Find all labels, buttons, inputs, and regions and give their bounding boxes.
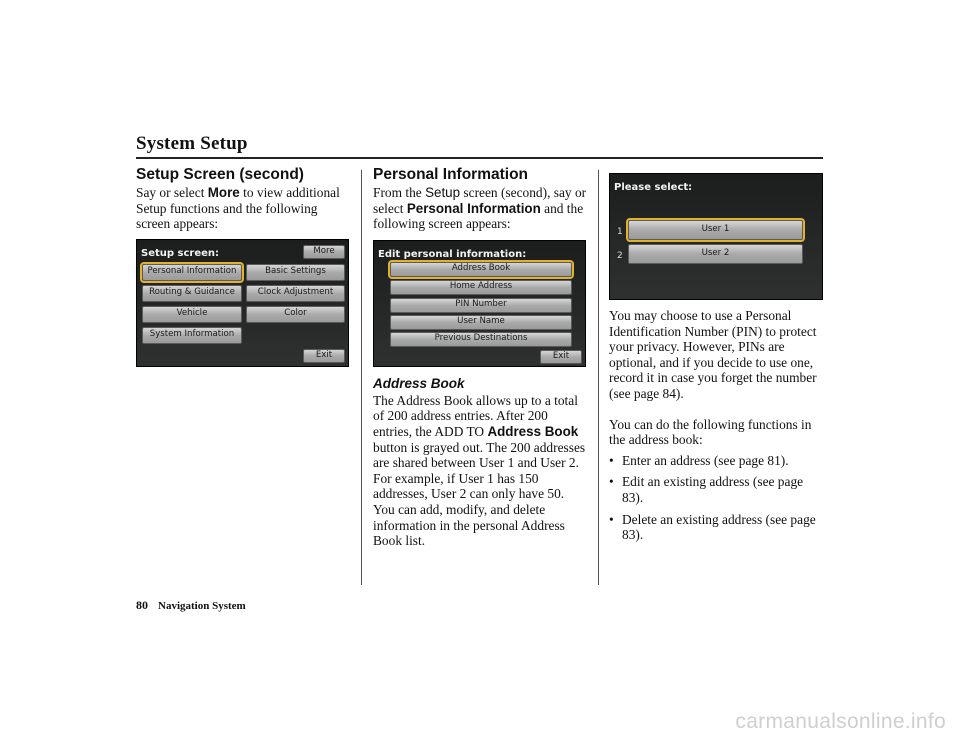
color-button[interactable]: Color bbox=[246, 306, 345, 323]
paragraph: You can add, modify, and delete information in the personal Address Book list. bbox=[373, 501, 565, 549]
personal-information-screen-image bbox=[373, 240, 586, 367]
user-number-label: 1 bbox=[617, 227, 623, 237]
basic-settings-button[interactable]: Basic Settings bbox=[246, 264, 345, 281]
screen-title: Edit personal information: bbox=[378, 248, 527, 260]
paragraph: You can do the following functions in the address book: bbox=[609, 416, 812, 448]
routing-guidance-button[interactable]: Routing & Guidance bbox=[142, 285, 242, 302]
column-user-select bbox=[609, 173, 823, 549]
column-divider bbox=[361, 170, 362, 585]
column-divider bbox=[598, 170, 599, 585]
setup-screen-image bbox=[136, 239, 349, 367]
list-item: • Enter an address (see page 81). bbox=[609, 453, 823, 469]
section-heading: Setup Screen (second) bbox=[136, 166, 304, 183]
paragraph: The Address Book allows up to a total of 200 address entries. After 200 entries, the ADD TO Address Book button is grayed out. The 200 addresses are shared between User 1 and User 2. For example, if User 1 has 150 addresses, User 2 can only have 50. bbox=[373, 392, 586, 502]
page-title: System Setup bbox=[136, 133, 248, 154]
paragraph: You may choose to use a Personal Identification Number (PIN) to protect your privacy. However, PINs are optional, and if you decide to use one, record it in case you forget the number (see page 84). bbox=[609, 308, 817, 401]
exit-button[interactable]: Exit bbox=[303, 349, 345, 363]
user-2-button[interactable]: User 2 bbox=[628, 244, 803, 264]
function-list bbox=[609, 453, 823, 543]
page-number: 80 bbox=[136, 598, 148, 612]
screen-title: Please select: bbox=[614, 182, 693, 193]
paragraph: From the Setup screen (second), say or select Personal Information and the following screen appears: bbox=[373, 185, 587, 232]
user-select-screen-image bbox=[609, 173, 823, 300]
pin-number-button[interactable]: PIN Number bbox=[390, 298, 572, 313]
home-address-button[interactable]: Home Address bbox=[390, 280, 572, 295]
system-information-button[interactable]: System Information bbox=[142, 327, 242, 344]
personal-information-button[interactable]: Personal Information bbox=[142, 264, 242, 281]
page-footer bbox=[136, 598, 246, 613]
subsection-heading: Address Book bbox=[373, 375, 465, 391]
screen-title: Setup screen: bbox=[141, 247, 220, 259]
user-1-button[interactable]: User 1 bbox=[628, 220, 803, 240]
exit-button[interactable]: Exit bbox=[540, 350, 582, 364]
previous-destinations-button[interactable]: Previous Destinations bbox=[390, 332, 572, 347]
list-item: • Edit an existing address (see page 83). bbox=[609, 474, 823, 505]
section-heading: Personal Information bbox=[373, 166, 529, 183]
user-number-label: 2 bbox=[617, 251, 623, 261]
vehicle-button[interactable]: Vehicle bbox=[142, 306, 242, 323]
address-book-button[interactable]: Address Book bbox=[390, 262, 572, 277]
list-item: • Delete an existing address (see page 83). bbox=[609, 512, 823, 543]
more-button[interactable]: More bbox=[303, 245, 345, 259]
column-personal-information bbox=[373, 165, 589, 549]
watermark: carmanualsonline.info bbox=[735, 710, 946, 733]
title-rule bbox=[136, 157, 823, 159]
user-name-button[interactable]: User Name bbox=[390, 315, 572, 330]
clock-adjustment-button[interactable]: Clock Adjustment bbox=[246, 285, 345, 302]
paragraph: Say or select More to view additional Setup functions and the following screen appears: bbox=[136, 185, 340, 232]
footer-label: Navigation System bbox=[158, 600, 246, 612]
column-setup-screen bbox=[136, 165, 352, 367]
